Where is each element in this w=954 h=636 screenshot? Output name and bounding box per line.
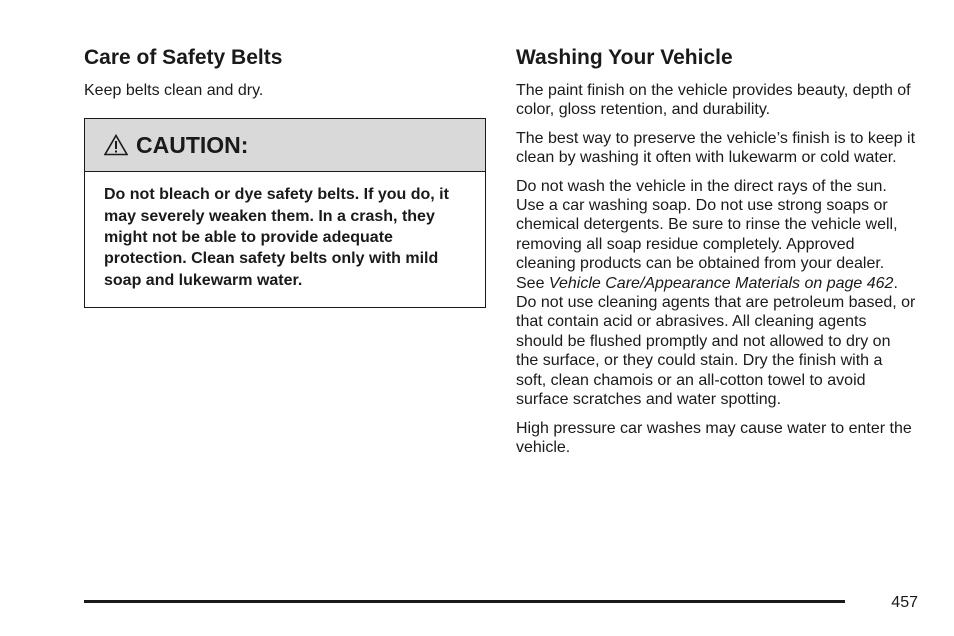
washing-text-after: . Do not use cleaning agents that are petroleum based, or that contain acid or abrasives. All cleaning agents should be flushed promptly and not allowed to dry on the surface, or they could stain. Dry the finish with a soft, clean chamois or an all-cotton towel to avoid surface scratches and water spotting. (516, 274, 916, 409)
right-column (516, 44, 916, 457)
paragraph-preserve-finish: The best way to preserve the vehicle’s finish is to keep it clean by washing it often with lukewarm or cold water. (516, 129, 916, 167)
section-heading-safety-belts: Care of Safety Belts (84, 46, 283, 69)
left-column (84, 44, 486, 308)
cross-reference-link[interactable]: Vehicle Care/Appearance Materials on page 462 (548, 274, 894, 292)
section-heading-washing-vehicle: Washing Your Vehicle (516, 46, 733, 69)
washing-text-before: Do not wash the vehicle in the direct rays of the sun. Use a car washing soap. Do not use strong soaps or chemical detergents. Be sure to rinse the vehicle well, removing all soap residue completely. Approved cleaning products can be obtained from your dealer. See (516, 177, 898, 292)
paragraph-paint-finish: The paint finish on the vehicle provides beauty, depth of color, gloss retention, and durability. (516, 82, 911, 119)
caution-header (85, 119, 485, 172)
caution-body: Do not bleach or dye safety belts. If you do, it may severely weaken them. In a crash, they might not be able to provide adequate protection. Clean safety belts only with mild soap and lukewarm water. (104, 186, 449, 289)
page-number: 457 (891, 594, 918, 611)
safety-belts-intro: Keep belts clean and dry. (84, 82, 264, 99)
paragraph-high-pressure: High pressure car washes may cause water to enter the vehicle. (516, 419, 912, 456)
caution-title: CAUTION: (136, 132, 249, 159)
warning-triangle-icon (104, 134, 128, 156)
footer-rule (84, 600, 845, 603)
paragraph-washing-instructions (516, 177, 916, 410)
caution-box (84, 118, 486, 307)
